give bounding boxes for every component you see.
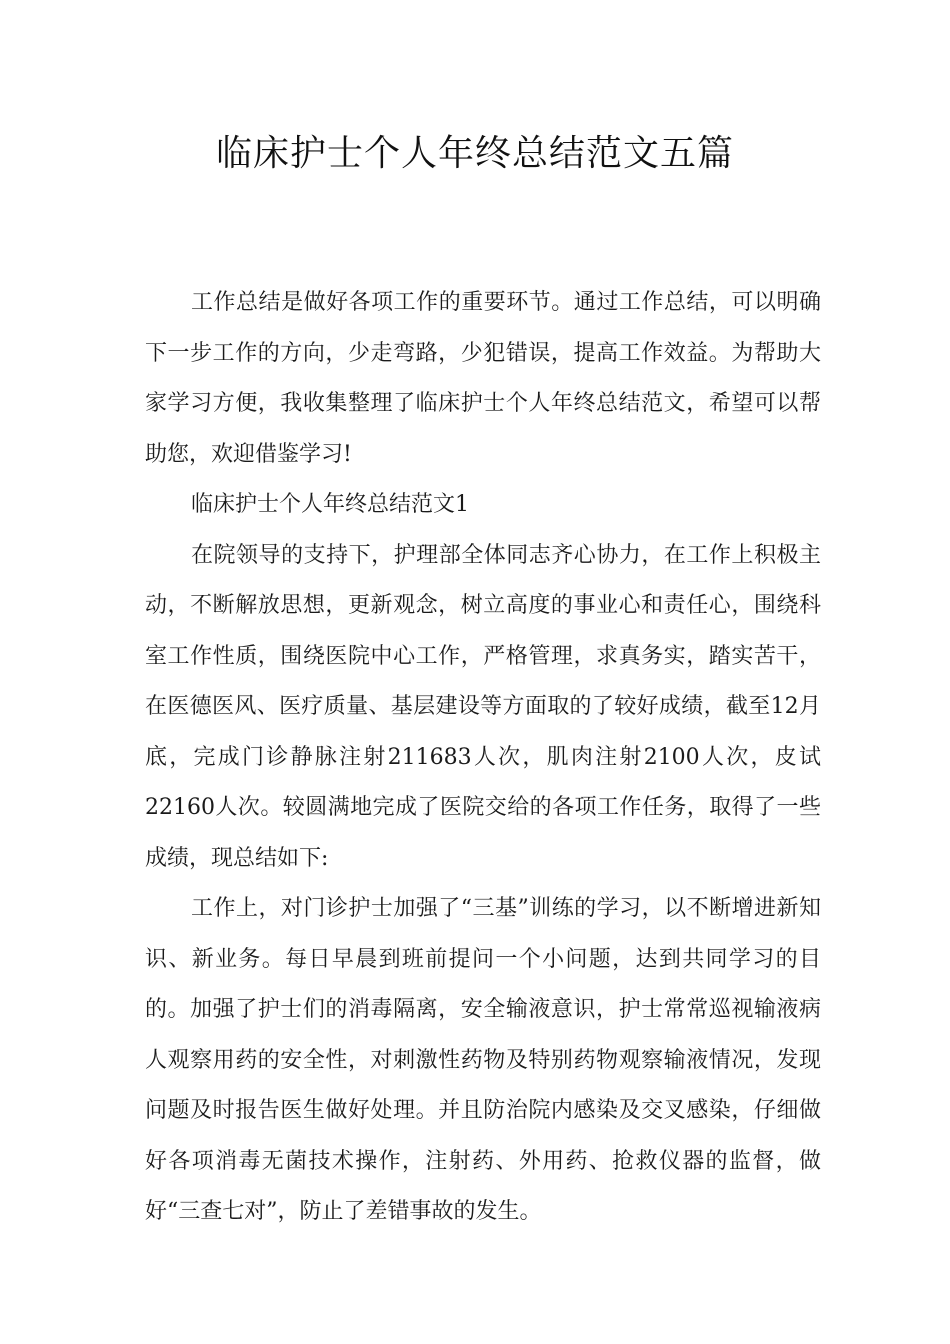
document-body [145, 278, 821, 1238]
section-heading: 临床护士个人年终总结范文1 [191, 492, 469, 517]
document-title: 临床护士个人年终总结范文五篇 [215, 133, 734, 174]
body-paragraph: 在院领导的支持下，护理部全体同志齐心协力，在工作上积极主动，不断解放思想，更新观念，树立高度的事业心和责任心，围绕科室工作性质，围绕医院中心工作，严格管理，求真务实，踏实苦干，在医德医风、医疗质量、基层建设等方面取的了较好成绩，截至12月底，完成门诊静脉注射211683人次，肌肉注射2100人次，皮试22160人次。较圆满地完成了医院交给的各项工作任务，取得了一些成绩，现总结如下: [145, 542, 821, 871]
intro-paragraph: 工作总结是做好各项工作的重要环节。通过工作总结，可以明确下一步工作的方向，少走弯路，少犯错误，提高工作效益。为帮助大家学习方便，我收集整理了临床护士个人年终总结范文，希望可以帮助您，欢迎借鉴学习! [145, 290, 821, 467]
body-paragraph: 工作上，对门诊护士加强了“三基”训练的学习，以不断增进新知识、新业务。每日早晨到班前提问一个小问题，达到共同学习的目的。加强了护士们的消毒隔离，安全输液意识，护士常常巡视输液病人观察用药的安全性，对刺激性药物及特别药物观察输液情况，发现问题及时报告医生做好处理。并且防治院内感染及交叉感染，仔细做好各项消毒无菌技术操作，注射药、外用药、抢救仪器的监督，做好“三查七对”，防止了差错事故的发生。 [145, 896, 821, 1224]
